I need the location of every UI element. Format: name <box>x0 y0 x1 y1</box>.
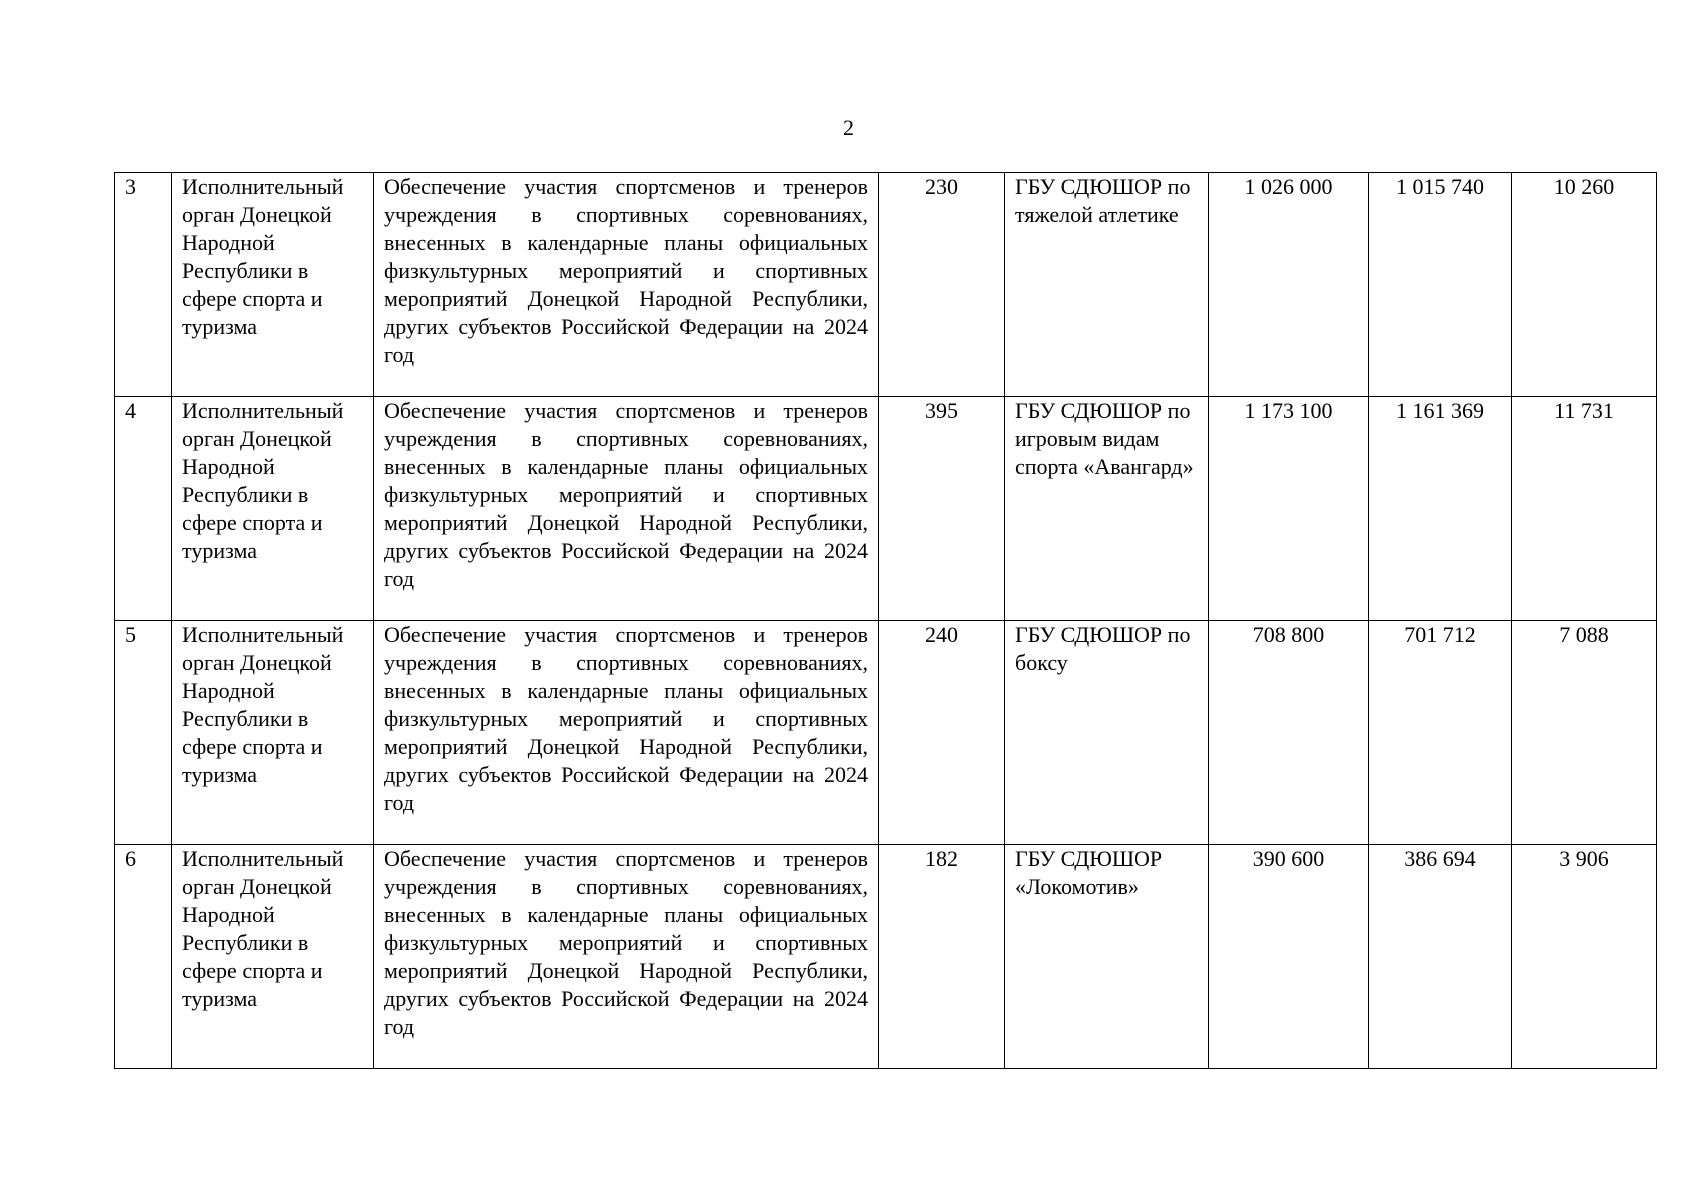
other-amount-cell: 3 906 <box>1512 845 1657 1069</box>
row-number-cell: 3 <box>115 173 172 397</box>
table-row <box>115 173 1657 397</box>
total-amount-cell: 1 173 100 <box>1209 397 1369 621</box>
page-number: 2 <box>843 115 854 140</box>
main-amount-cell: 1 161 369 <box>1369 397 1512 621</box>
main-amount-cell: 701 712 <box>1369 621 1512 845</box>
row-number-cell: 4 <box>115 397 172 621</box>
description-text: Обеспечение участия спортсменов и тренеров учреждения в спортивных соревнованиях, внесенных в календарные планы официальных физкультурных мероприятий и спортивных мероприятий Донецкой Народной Республики, других субъектов Российской Федерации на 2024 год <box>384 846 868 1039</box>
description-text: Обеспечение участия спортсменов и тренеров учреждения в спортивных соревнованиях, внесенных в календарные планы официальных физкультурных мероприятий и спортивных мероприятий Донецкой Народной Республики, других субъектов Российской Федерации на 2024 год <box>384 398 868 591</box>
description-text: Обеспечение участия спортсменов и тренеров учреждения в спортивных соревнованиях, внесенных в календарные планы официальных физкультурных мероприятий и спортивных мероприятий Донецкой Народной Республики, других субъектов Российской Федерации на 2024 год <box>384 622 868 815</box>
quantity-cell: 230 <box>879 173 1005 397</box>
description-cell <box>374 173 879 397</box>
description-cell <box>374 397 879 621</box>
quantity-cell: 182 <box>879 845 1005 1069</box>
row-number-cell: 5 <box>115 621 172 845</box>
total-amount-cell: 1 026 000 <box>1209 173 1369 397</box>
other-amount-cell: 10 260 <box>1512 173 1657 397</box>
description-cell <box>374 621 879 845</box>
main-amount-cell: 1 015 740 <box>1369 173 1512 397</box>
institution-cell: ГБУ СДЮШОР по игровым видам спорта «Авангард» <box>1005 397 1209 621</box>
description-cell <box>374 845 879 1069</box>
organization-cell: Исполнительный орган Донецкой Народной Республики в сфере спорта и туризма <box>172 397 374 621</box>
total-amount-cell: 708 800 <box>1209 621 1369 845</box>
row-number-cell: 6 <box>115 845 172 1069</box>
organization-cell: Исполнительный орган Донецкой Народной Республики в сфере спорта и туризма <box>172 621 374 845</box>
allocation-table <box>114 172 1657 1069</box>
organization-cell: Исполнительный орган Донецкой Народной Республики в сфере спорта и туризма <box>172 173 374 397</box>
table-row <box>115 845 1657 1069</box>
other-amount-cell: 7 088 <box>1512 621 1657 845</box>
table-row <box>115 397 1657 621</box>
main-amount-cell: 386 694 <box>1369 845 1512 1069</box>
quantity-cell: 240 <box>879 621 1005 845</box>
total-amount-cell: 390 600 <box>1209 845 1369 1069</box>
institution-cell: ГБУ СДЮШОР по тяжелой атлетике <box>1005 173 1209 397</box>
institution-cell: ГБУ СДЮШОР «Локомотив» <box>1005 845 1209 1069</box>
organization-cell: Исполнительный орган Донецкой Народной Республики в сфере спорта и туризма <box>172 845 374 1069</box>
description-text: Обеспечение участия спортсменов и тренеров учреждения в спортивных соревнованиях, внесенных в календарные планы официальных физкультурных мероприятий и спортивных мероприятий Донецкой Народной Республики, других субъектов Российской Федерации на 2024 год <box>384 174 868 367</box>
other-amount-cell: 11 731 <box>1512 397 1657 621</box>
quantity-cell: 395 <box>879 397 1005 621</box>
table-row <box>115 621 1657 845</box>
institution-cell: ГБУ СДЮШОР по боксу <box>1005 621 1209 845</box>
